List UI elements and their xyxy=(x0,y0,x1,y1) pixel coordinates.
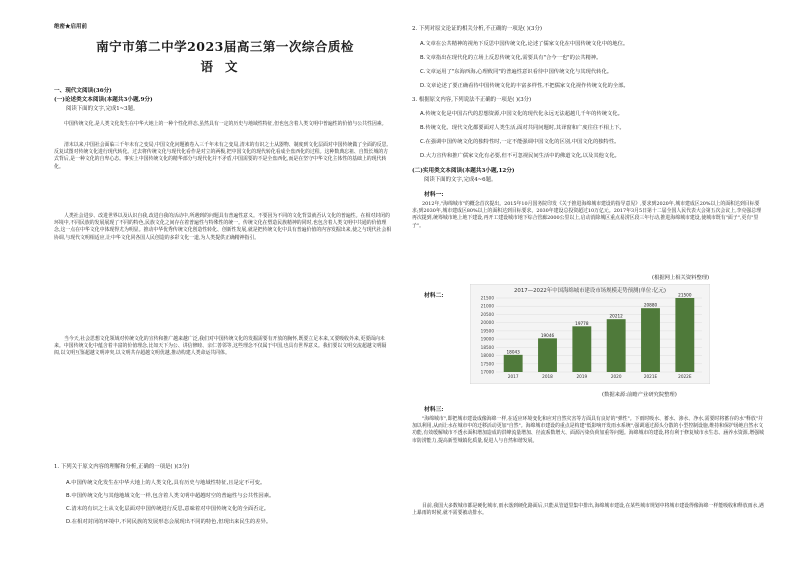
question-2: 2. 下列对原文论证的相关分析,不正确的一项是( )(3分) xyxy=(412,26,542,32)
chart-y-tick-label: 19000 xyxy=(480,336,494,342)
question-2-option-b: B.文章指出在现代化的立场上反思传统文化,需要具有"合今一也"的公共精神。 xyxy=(420,55,602,61)
reading-instruction-1: 阅读下面的文字,完成1~3题。 xyxy=(66,106,139,112)
section-heading-1: 一、现代文阅读(36分) xyxy=(54,88,112,94)
material-2-source: (数据来源:前瞻产业研究院整理) xyxy=(602,392,677,398)
chart-bar xyxy=(572,326,591,372)
subsection-heading-2: (二)实用类文本阅读(本题共3小题,12分) xyxy=(412,168,515,174)
material-2-label: 材料二: xyxy=(424,293,444,299)
chart-value-label: 18043 xyxy=(506,349,520,355)
chart-y-tick-label: 19500 xyxy=(480,328,494,334)
chart-y-tick-label: 21000 xyxy=(480,303,494,309)
question-3-option-a: A.传统文化是中国古代的思想资源,中国文化的现代化永远无法超越几千年的传统文化。 xyxy=(420,111,623,117)
passage-paragraph-2: 清末以来,中国社会面临三千年未有之变局,中国文化问题被卷入三千年未有之变局,清末的有识之士从器物、制度到文化层面对中国传统做了全面的反思,反复试图对传统文化进行现代转化。过去将传统文化与现代化看作是对立的两极,把中国文化的现代转化看成全盘西化的过程。这种数典忘祖、自毁长城的方式背后,是一种文化的自卑心态。事实上中国传统文化的精华部分与现代化并不矛盾,中国需要的不是全盘西化,而是在坚守中华文化主体性的基础上的现代转化。 xyxy=(54,142,389,170)
question-1: 1. 下列关于原文内容的理解和分析,正确的一项是( )(3分) xyxy=(54,464,190,470)
market-size-chart xyxy=(470,284,710,384)
question-2-option-a: A.文章在公共精神的视角下反思中国传统文化,论述了儒家文化在中国传统文化中的地位。 xyxy=(420,41,629,47)
question-1-option-a: A.中国传统文化发生在中华大地上的人类文化,具有历史与地域性特征,且是定不可变。 xyxy=(66,480,266,486)
exam-title: 南宁市第二中学2023届高三第一次综合质检 xyxy=(96,39,354,54)
question-2-option-d: D.文章论述了要正确看待中国传统文化的丰富多样性,不把儒家文化视作传统文化的全部。 xyxy=(420,83,629,89)
reading-instruction-2: 阅读下面的文字,完成4~6题。 xyxy=(424,177,497,183)
question-3-option-c: C.在强调中国传统文化的独特性时,一定不能强调中国文化的区别,中国文化的独特性。 xyxy=(420,139,620,145)
chart-category-label: 2019 xyxy=(576,374,588,379)
question-1-option-c: C.清末的有识之士从文化层面对中国传统进行反思,意味着对中国传统文化的全面否定。 xyxy=(66,506,270,512)
chart-y-tick-label: 20000 xyxy=(480,320,494,326)
question-3-option-b: B.传统文化、现代文化都要面对人类生活,面对共同问题时,其译窗和广度往往不相上下。 xyxy=(420,125,625,131)
chart-category-label: 2020 xyxy=(610,374,622,379)
chart-value-label: 19778 xyxy=(575,320,589,326)
chart-y-tick-label: 20500 xyxy=(480,311,494,317)
question-1-option-d: D.在相对封闭的环境中,不同民族的发展形态会展现出不同的特色,但现出来民生的差异。 xyxy=(66,519,272,525)
material-1-text: 2012年,"海绵城市"的概念首次提出。2015年10月国务院印发《关于推进海绵城市建设的指导意见》,要求到2020年,城市建成区20%以上的面积达到目标要求;到2030年,城市建成区80%以上的面积达到目标要求。2030年建设总投资超过10万亿元。2017年3月5日第十二届全国人民代表大会第五次会议上,李克强总理再次提到,统筹城市地上地下建设,再开工建设城市地下综合管廊2000公里以上,启动消除城区重点易涝区段三年行动,推进海绵城市建设,使城市既有"面子",更有"里子"。 xyxy=(412,201,762,229)
chart-bar xyxy=(538,338,557,372)
bar-chart-svg xyxy=(470,284,710,384)
material-3-text: "海绵城市",即把城市建设成像海绵一样,在适应环境变化和应对自然灾害等方面具有良好的"弹性"。下雨时吸水、蓄水、渗水、净水,需要时将蓄存的水"释放"并加以利用,从而让水在城市中的迁移活动更加"自然"。海绵城市建设的重点是构建"低影响开发雨水系统",强调通过源头分散的小型控制设施,维持和保护场地自然水文功能,有效缓解城市不透水面积增加造成的洪峰流量增加、径流系数增大、面源污染负荷加重等问题。海绵城市的建设,将有利于修复城市水生态、涵养水资源,增强城市防涝能力,提高新型城镇化质量,促进人与自然和谐发展。 xyxy=(412,416,764,444)
chart-category-label: 2017 xyxy=(507,374,519,379)
passage-paragraph-3: 人类社会进步、改进世界以及认识自我,改进自我的活动中,所遇到的问题具有普遍性意义。不要因为不同的文化背景就否认文化的普遍性。在相对封闭的环境中,不同民族的发展展现了不同的特色,民族文化之间存在着普遍性与特殊性的统一。传统文化在塑造民族精神的同时,也包含着人类文明中共通的价值理念,这一点在中华文化中体现得尤为明显。推动中华优秀传统文化创造性转化、创新性发展,就是把传统文化中具有普遍价值的内容发掘出来,使之与现代社会相协调,与现代文明相适应,让中华文化同各国人民创造的多彩文化一道,为人类提供正确精神指引。 xyxy=(54,213,392,241)
chart-value-label: 20880 xyxy=(643,302,658,308)
material-1-source: (根据网上相关资料整理) xyxy=(652,275,710,281)
chart-y-tick-label: 18000 xyxy=(480,353,494,359)
chart-y-tick-label: 17000 xyxy=(480,369,494,375)
passage-paragraph-4: 当今天,社会思想文化领域对传统文化的宣传和推广越来越广泛,我们对中国传统文化的发掘需要有开放的胸怀,既要立足本来,又要吸收外来,更要面向未来。中国传统文化中蕴含着丰富的价值理念,比如天下为公、讲信修睦、亲仁善邻等,这些理念不仅属于中国,也具有世界意义。我们要以文明交流超越文明隔阂,以文明互鉴超越文明冲突,以文明共存超越文明优越,推动构建人类命运共同体。 xyxy=(54,336,387,357)
material-3-text-2: 目前,我国大多数城市都是硬化城市,雨水落到硬化路面后,只能从管道里集中排出,海绵城市建设,在某些城市规划中将城市建设得像海绵一样能吸收和释放雨水,遇上暴雨的时候,就不需要被动排水。 xyxy=(412,503,764,517)
chart-value-label: 19046 xyxy=(540,332,555,338)
question-1-option-b: B.中国传统文化与其他地域文化一样,包含着人类文明中超越时空的普遍性与公共性因素。 xyxy=(66,493,275,499)
chart-bar xyxy=(504,355,523,372)
chart-bar xyxy=(607,319,626,372)
chart-category-label: 2021E xyxy=(643,374,658,379)
passage-paragraph-1: 中国传统文化,是人类文化发生在中华大地上的一种个性化样态,虽然具有一定的历史与地域性特征,但也包含着人类文明中普遍性的价值与公共性因素。 xyxy=(64,121,387,127)
chart-y-tick-label: 18500 xyxy=(480,344,494,350)
material-3-label: 材料三: xyxy=(424,407,444,413)
secret-mark: 绝密★启用前 xyxy=(54,24,88,30)
question-2-option-c: C.文章运用了"东海西海,心理攸同"的普遍性意识看待中国传统文化与其现代转化。 xyxy=(420,69,613,75)
subject-title: 语文 xyxy=(200,59,250,74)
chart-bar xyxy=(641,308,660,372)
chart-y-tick-label: 21500 xyxy=(480,295,494,301)
chart-value-label: 20212 xyxy=(609,313,623,319)
chart-bar xyxy=(675,298,694,372)
question-3-option-d: D.大力宣传和推广儒家文化有必要,但不可忽视民间生活中的佛道文化,以及其他文化。 xyxy=(420,153,620,159)
chart-value-label: 21500 xyxy=(678,292,692,298)
material-1-label: 材料一: xyxy=(424,192,444,198)
chart-category-label: 2022E xyxy=(678,374,692,379)
chart-category-label: 2018 xyxy=(542,374,553,379)
chart-y-tick-label: 17500 xyxy=(480,361,494,367)
question-3: 3. 根据原文内容,下列说法不正确的一项是( )(3分) xyxy=(412,97,532,103)
chart-title: 2017—2022年中国海绵城市建设市场规模走势预测(单位:亿元) xyxy=(513,288,667,294)
subsection-heading-1: (一)论述类文本阅读(本题共3小题,9分) xyxy=(54,97,153,103)
